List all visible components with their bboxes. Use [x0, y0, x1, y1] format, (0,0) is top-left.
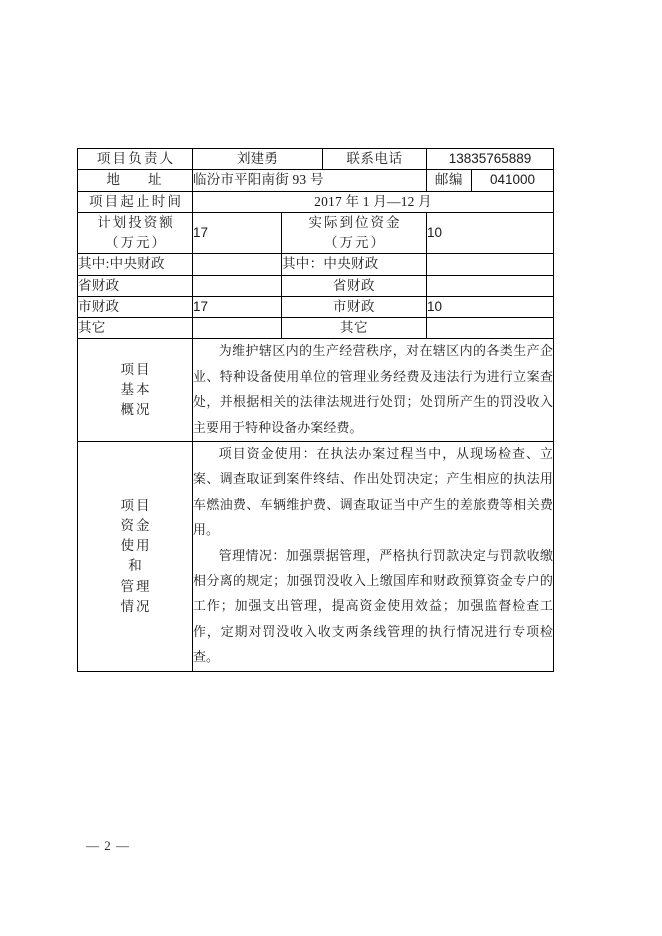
- label-planned-investment: [78, 212, 193, 254]
- label-actual-funds-line2: （万元）: [324, 235, 386, 250]
- table-row-other-finance: [78, 318, 554, 339]
- label-fund-usage-line6: 情况: [120, 598, 152, 614]
- value-project-duration: 2017 年 1 月—12 月: [193, 191, 554, 212]
- value-project-manager: 刘建勇: [193, 149, 323, 170]
- content-project-overview: [193, 339, 554, 442]
- label-fund-usage-line3: 使用: [120, 538, 152, 554]
- label-actual-central-finance: 其中：中央财政: [282, 254, 427, 275]
- table-row-investment: [78, 212, 554, 254]
- content-fund-usage: [193, 441, 554, 671]
- label-project-overview-line2: 基本: [120, 381, 152, 397]
- value-actual-province-finance: [427, 275, 554, 296]
- value-planned-central-finance: [193, 254, 282, 275]
- value-planned-province-finance: [193, 275, 282, 296]
- value-address: 临汾市平阳南街 93 号: [193, 170, 427, 191]
- fund-usage-paragraph-1: 项目资金使用：在执法办案过程当中，从现场检查、立案、调查取证到案件终结、作出处罚决定；产生相应的执法用车燃油费、车辆维护费、调查取证当中产生的差旅费等相关费用。: [193, 446, 554, 538]
- label-project-overview-line3: 概况: [120, 402, 152, 418]
- label-fund-usage-line5: 管理: [120, 578, 152, 594]
- label-actual-funds: [282, 212, 427, 254]
- table-row-project-overview: [78, 339, 554, 442]
- label-planned-investment-line1: 计划投资额: [97, 214, 175, 230]
- label-address: [78, 170, 193, 191]
- table-row-project-manager: [78, 149, 554, 170]
- label-project-overview-line1: 项目: [120, 361, 152, 377]
- value-planned-city-finance: 17: [193, 296, 282, 317]
- table-row-fund-usage: [78, 441, 554, 671]
- label-actual-other-finance: 其它: [282, 318, 427, 339]
- table-row-address: [78, 170, 554, 191]
- value-contact-phone: 13835765889: [427, 149, 554, 170]
- label-postcode: 邮编: [427, 170, 472, 191]
- value-actual-central-finance: [427, 254, 554, 275]
- label-fund-usage-management: [78, 441, 193, 671]
- value-planned-investment: 17: [193, 212, 282, 254]
- project-information-table: [77, 148, 554, 672]
- value-actual-other-finance: [427, 318, 554, 339]
- table-row-central-finance: [78, 254, 554, 275]
- project-overview-paragraph-1: 为维护辖区内的生产经营秩序，对在辖区内的各类生产企业、特种设备使用单位的管理业务经费及违法行为进行立案查处，并根据相关的法律法规进行处罚；处罚所产生的罚没收入主要用于特种设备办案经费。: [193, 344, 554, 435]
- page-number: — 2 —: [86, 838, 130, 853]
- label-planned-central-finance: 其中:中央财政: [78, 254, 193, 275]
- label-actual-city-finance: 市财政: [282, 296, 427, 317]
- value-actual-funds: 10: [427, 212, 554, 254]
- table-row-duration: [78, 191, 554, 212]
- value-postcode: 041000: [472, 170, 554, 191]
- label-contact-phone: 联系电话: [323, 149, 427, 170]
- label-actual-funds-line1: 实际到位资金: [308, 214, 402, 230]
- label-fund-usage-line2: 资金: [120, 517, 152, 533]
- label-planned-investment-line2: （万元）: [105, 235, 167, 250]
- table-row-city-finance: [78, 296, 554, 317]
- value-planned-other-finance: [193, 318, 282, 339]
- label-address-char-1: 地: [106, 172, 122, 188]
- fund-usage-paragraph-2: 管理情况：加强票据管理，严格执行罚款决定与罚款收缴相分离的规定；加强罚没收入上缴国库和财政预算资金专户的工作；加强支出管理，提高资金使用效益；加强监督检查工作，定期对罚没收入收支两条线管理的执行情况进行专项检查。: [193, 548, 554, 665]
- label-address-char-2: 址: [148, 172, 164, 188]
- label-planned-province-finance: 省财政: [78, 275, 193, 296]
- value-actual-city-finance: 10: [427, 296, 554, 317]
- label-project-overview: [78, 339, 193, 442]
- label-planned-other-finance: 其它: [78, 318, 193, 339]
- label-project-duration: 项目起止时间: [78, 191, 193, 212]
- label-planned-city-finance: 市财政: [78, 296, 193, 317]
- label-actual-province-finance: 省财政: [282, 275, 427, 296]
- label-fund-usage-line4: 和: [128, 558, 144, 574]
- table-row-province-finance: [78, 275, 554, 296]
- label-project-manager: 项目负责人: [78, 149, 193, 170]
- label-fund-usage-line1: 项目: [120, 497, 152, 513]
